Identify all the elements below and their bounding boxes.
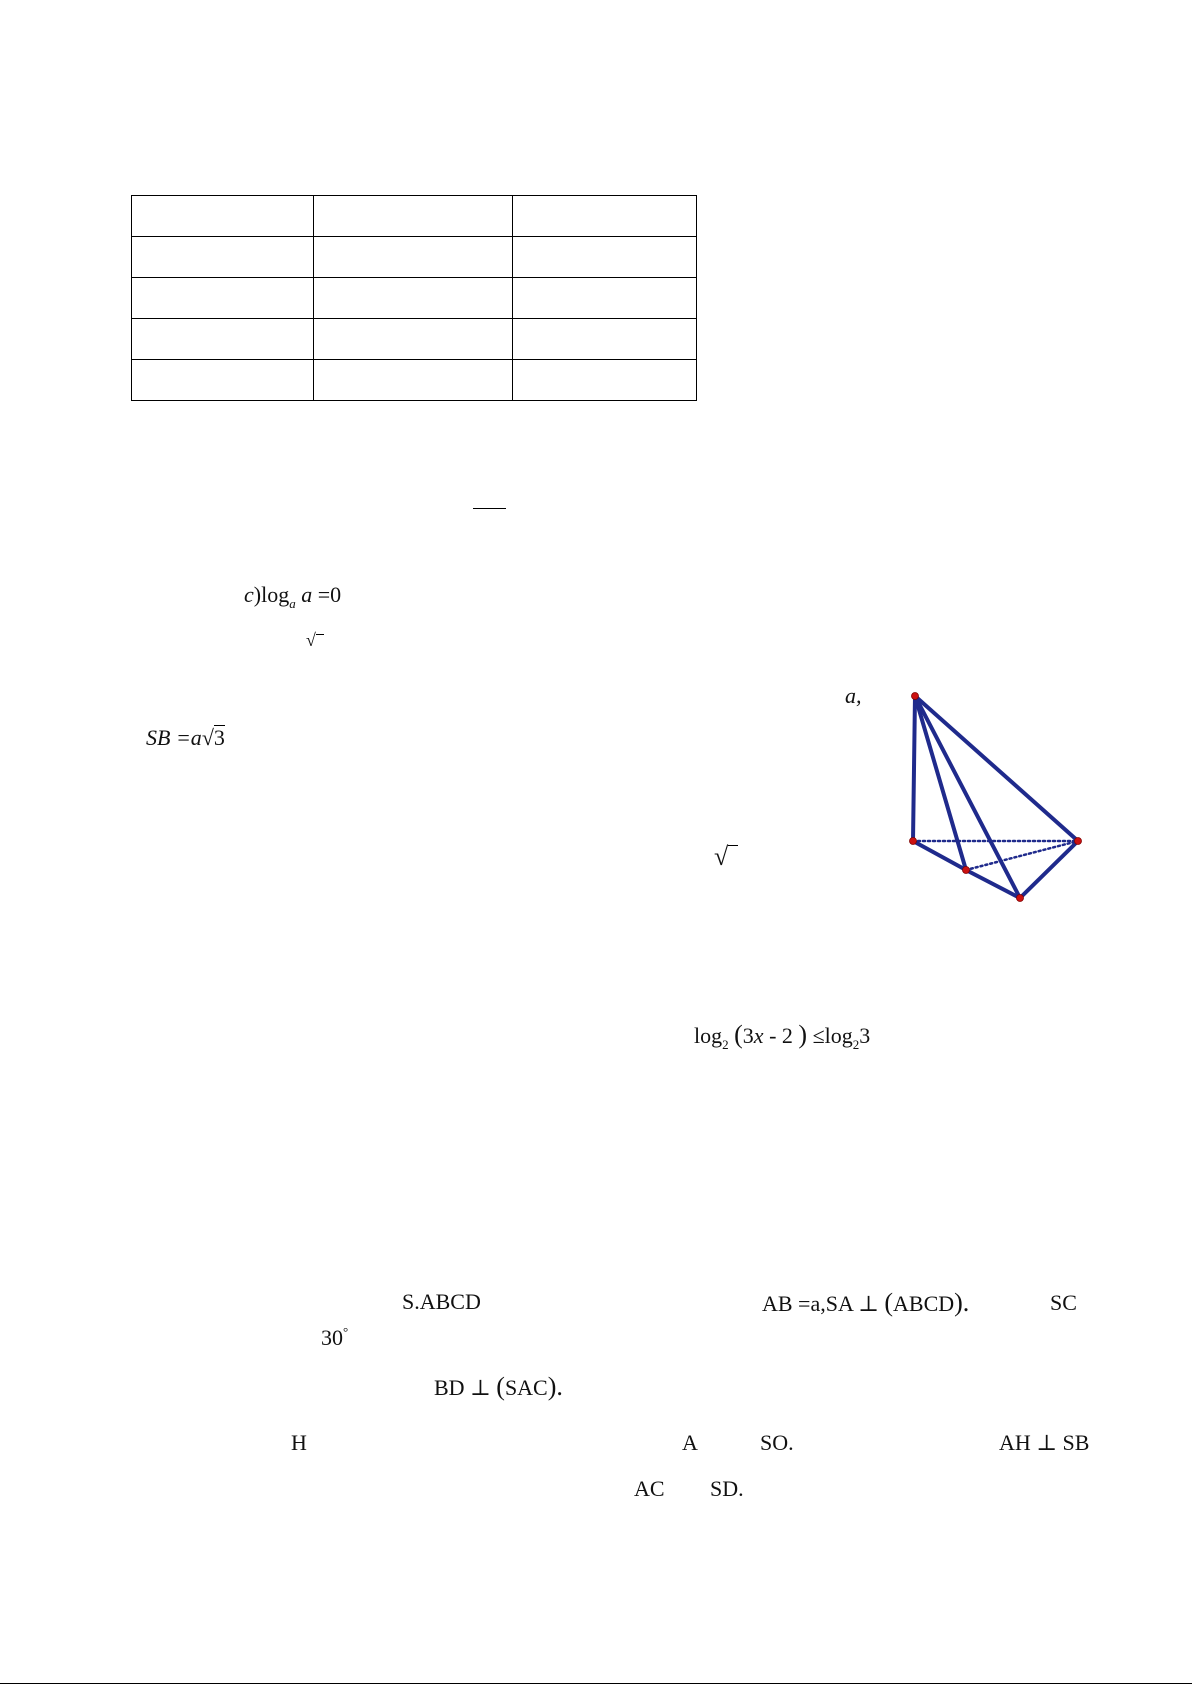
paren-close: ).	[954, 1288, 970, 1317]
fraction-bar	[473, 508, 506, 509]
degree-sign: °	[343, 1324, 349, 1339]
constant-term: - 2	[763, 1023, 793, 1048]
coefficient: 3	[742, 1023, 754, 1048]
item-paren: )	[253, 582, 262, 607]
table-cell	[314, 319, 513, 360]
table-cell	[314, 196, 513, 237]
log-base: a	[289, 596, 296, 611]
table-cell	[513, 360, 697, 401]
vertex-c	[1017, 895, 1024, 902]
ah-perp-sb: AH ⊥ SB	[999, 1430, 1090, 1455]
table-cell	[513, 319, 697, 360]
paren-open: (	[884, 1288, 894, 1317]
bd-perp-statement	[434, 1372, 563, 1402]
table-row	[132, 360, 697, 401]
table-cell	[132, 237, 314, 278]
equation-rhs: =0	[317, 582, 342, 607]
sqrt-glyph: √	[201, 725, 214, 750]
sqrt-glyph: √	[306, 630, 316, 650]
bd-perp: BD ⊥	[434, 1375, 497, 1400]
table-cell	[513, 278, 697, 319]
edge-sd	[915, 696, 1078, 841]
segment-ac: AC	[634, 1476, 665, 1501]
vertex-a	[910, 838, 917, 845]
log-identity-formula	[244, 582, 342, 611]
table-cell	[132, 278, 314, 319]
table-cell	[132, 360, 314, 401]
table-cell	[513, 196, 697, 237]
table-row	[132, 319, 697, 360]
side-length-label: a,	[845, 683, 862, 708]
variable: x	[753, 1023, 764, 1048]
paren-open: (	[496, 1372, 505, 1401]
le-sign: ≤	[807, 1023, 825, 1048]
angle-value	[321, 1325, 348, 1351]
log-operator: log	[694, 1023, 723, 1048]
table-row	[132, 237, 697, 278]
point-a: A	[682, 1430, 698, 1455]
paren-close: )	[798, 1020, 808, 1049]
log-operator: log	[824, 1023, 853, 1048]
table-cell	[132, 196, 314, 237]
plane-abcd: ABCD	[893, 1291, 955, 1316]
sb-length-formula	[146, 725, 225, 751]
log-argument: a	[301, 582, 313, 607]
ab-condition: AB =a,SA ⊥	[762, 1291, 885, 1316]
table-cell	[314, 278, 513, 319]
sqrt-sign	[306, 630, 324, 651]
segment-so: SO.	[760, 1430, 794, 1455]
table-cell	[132, 319, 314, 360]
table-cell	[314, 360, 513, 401]
point-h: H	[291, 1430, 307, 1455]
paren-close: ).	[547, 1372, 563, 1401]
page-bottom-rule	[0, 1683, 1192, 1684]
inequality-rhs: 3	[859, 1023, 871, 1048]
plane-sac: SAC	[504, 1375, 548, 1400]
data-table	[131, 195, 697, 401]
segment-sc: SC	[1050, 1290, 1077, 1315]
vertex-s	[912, 693, 919, 700]
segment-sd: SD.	[710, 1476, 744, 1501]
table-row	[132, 278, 697, 319]
item-label: c	[244, 582, 254, 607]
log-operator: log	[261, 582, 290, 607]
table-cell	[314, 237, 513, 278]
paren-open: (	[734, 1020, 743, 1049]
sqrt-sign-right	[714, 842, 738, 872]
table-row	[132, 196, 697, 237]
angle-number: 30	[321, 1325, 343, 1350]
log-base: 2	[722, 1037, 729, 1052]
segment-name: SB	[146, 725, 171, 750]
log-inequality	[694, 1020, 870, 1050]
radicand: 3	[213, 725, 225, 750]
table-cell	[513, 237, 697, 278]
equals-a: =a	[175, 725, 202, 750]
vertex-d	[1075, 838, 1082, 845]
pyramid-figure	[900, 688, 1090, 910]
sqrt-glyph: √	[714, 842, 729, 871]
log-base: 2	[852, 1037, 860, 1052]
vertex-b	[963, 867, 970, 874]
pyramid-name: S.ABCD	[402, 1289, 481, 1314]
edge-sa	[913, 696, 915, 841]
given-conditions	[762, 1288, 969, 1318]
